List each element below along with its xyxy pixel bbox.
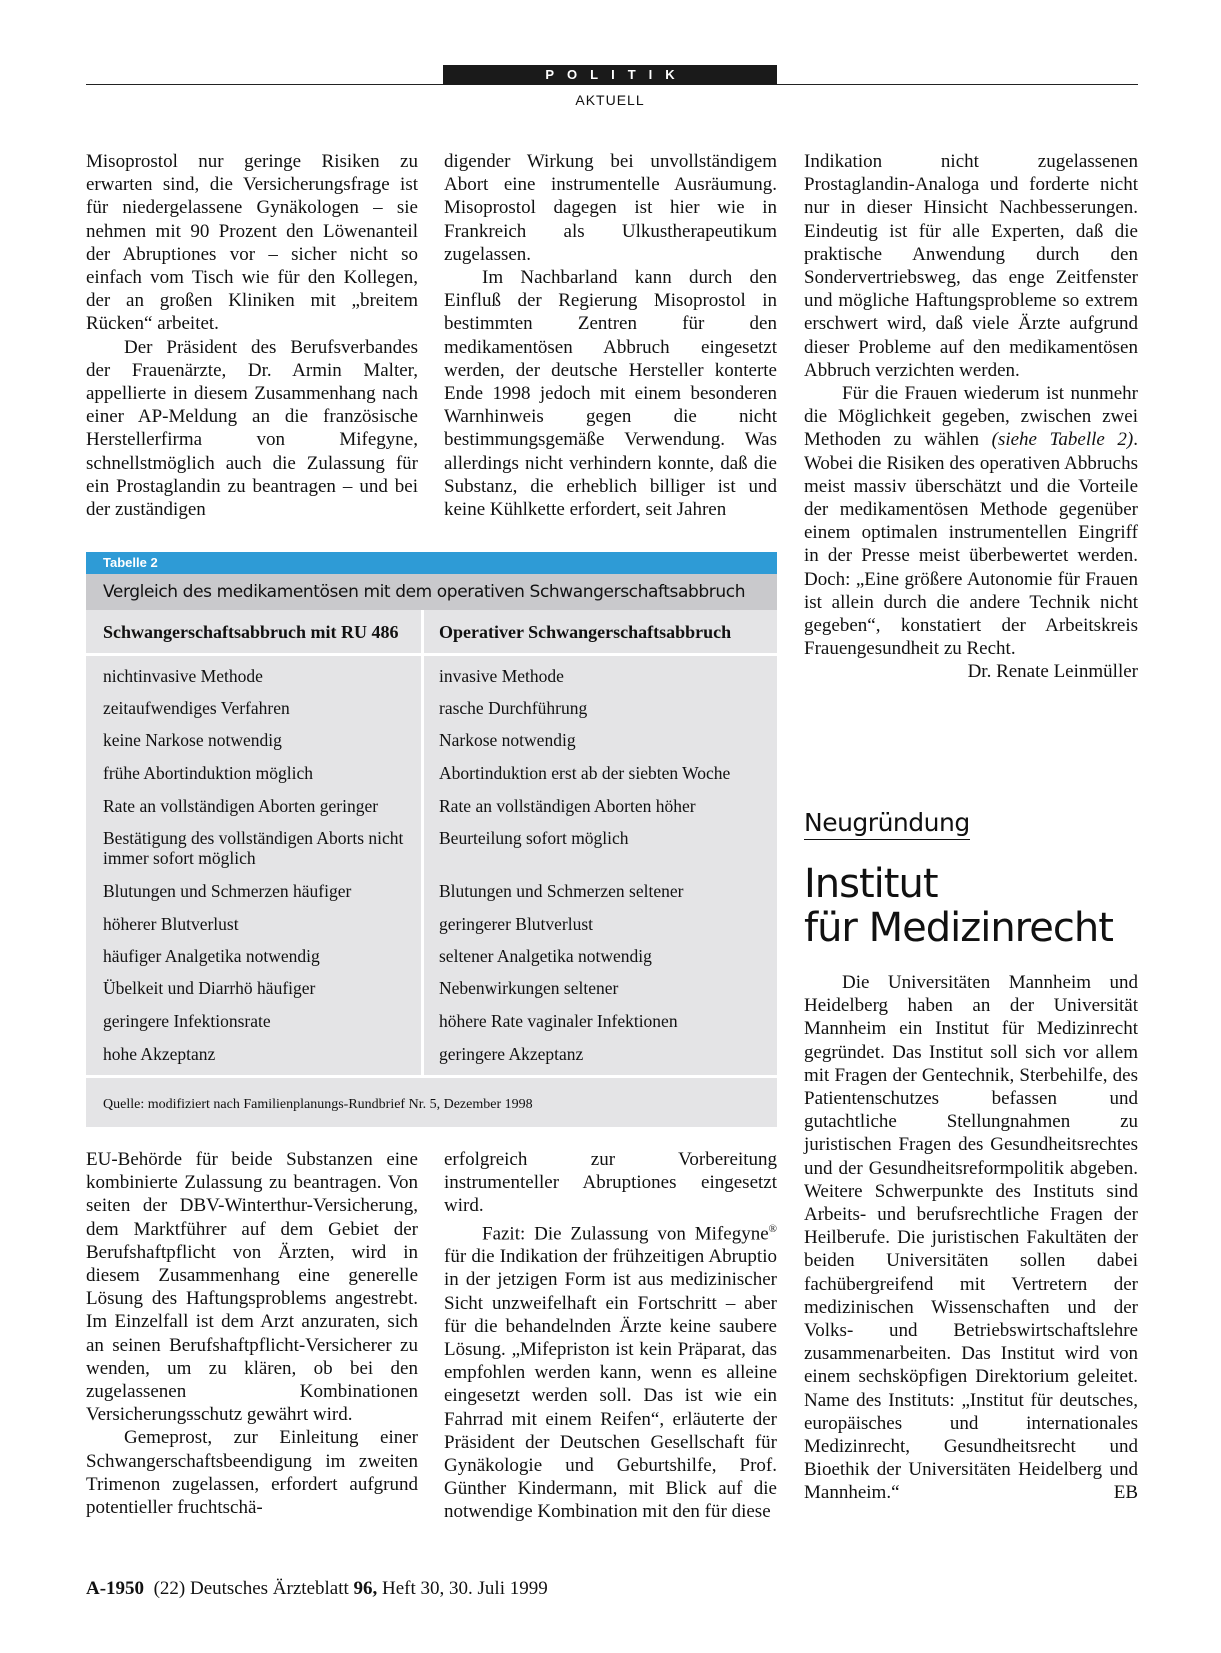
headline-line: für Medizinrecht [804, 905, 1113, 951]
table-cell: Narkose notwendig [439, 730, 576, 750]
text-run: . Wobei die Risiken des operativen Abbruchs meist massiv überschätzt und die Vorteile der medikamentösen Methode gegenüber einem optimalen instrumentellen Eingriff in der Presse meist überbewertet werden. Doch: „Eine größere Autonomie für Frauen ist allein durch die andere Technik nicht gegeben“, konstatiert der Arbeitskreis Frauengesundheit zu Recht. [804, 429, 1138, 660]
table-cell: Abortinduktion erst ab der siebten Woche [439, 763, 731, 783]
table-cell: rasche Durchführung [439, 698, 588, 718]
registered-mark: ® [768, 1222, 777, 1235]
column-2-bottom [444, 1148, 777, 1524]
paragraph: digender Wirkung bei unvollständigem Abort eine instrumentelle Ausräumung. Misoprostol dagegen ist hier wie in Frankreich als Ulkustherapeutikum zugelassen. [444, 151, 777, 265]
paragraph: EU-Behörde für beide Substanzen eine kombinierte Zulassung zu beantragen. Von seiten der DBV-Winterthur-Versicherung, dem Marktführer auf dem Gebiet der Berufshaftpflicht von Ärzten, wird in diesem Zusammenhang eine generelle Lösung des Haftungsproblems angestrebt. Im Einzelfall ist dem Arzt anzuraten, sich an seinen Berufshaftpflicht-Versicherer zu wenden, um zu klären, ob bei den zugelassenen Kombinationen Versicherungsschutz gewährt wird. [86, 1149, 418, 1426]
page-footer [86, 1578, 548, 1600]
paragraph [804, 382, 1138, 683]
table-cell: Beurteilung sofort möglich [439, 828, 629, 848]
headline-line: Institut [804, 861, 938, 907]
column-3-top [804, 150, 1138, 684]
paragraph: Im Nachbarland kann durch den Einfluß der Regierung Misoprostol in bestimmten Zentren für den medikamentösen Abbruch eingesetzt werden, der deutsche Hersteller konterte Ende 1998 jedoch mit einem besonderen Warnhinweis gegen die nicht bestimmungsgemäße Verwendung. Was allerdings nicht verhindern konnte, daß die Substanz, die erheblich billiger ist und keine Kühlkette erfordert, seit Jahren [444, 267, 777, 521]
table-reference: (siehe Tabelle 2) [991, 429, 1134, 451]
table-label: Tabelle 2 [86, 552, 777, 574]
table-cell: keine Narkose notwendig [103, 730, 282, 750]
table-cell: Bestätigung des vollständigen Aborts nicht immer sofort möglich [103, 828, 404, 868]
paragraph: Der Präsident des Berufsverbandes der Frauenärzte, Dr. Armin Malter, appellierte in diesem Zusammenhang nach einer AP-Meldung an die französische Herstellerfirma von Mifegyne, schnellstmöglich auch die Zulassung für ein Prostaglandin zu beantragen – und bei der zuständigen [86, 336, 418, 521]
table-cell: geringere Infektionsrate [103, 1011, 271, 1031]
column-3-bottom [804, 971, 1138, 1505]
text-run: Die Universitäten Mannheim und Heidelberg haben an der Universität Mannheim ein Institut für Medizinrecht gegründet. Das Institut soll sich vor allem mit Fragen der Gentechnik, Sterbehilfe, des Patientenschutzes befassen und gutachtliche Stellungnahmen zu juristischen Fragen des Gesundheitsrechtes und der Gesundheitsreformpolitik abgeben. Weitere Schwerpunkte des Instituts sind Arbeits- und berufsrechtliche Fragen der Heilberufe. Die juristischen Fakultäten der beiden Universitäten sollen dabei fachübergreifend mit Vertretern der medizinischen Wissenschaften und der Volks- und Betriebswirtschaftslehre zusammenarbeiten. Das Institut wird von einem sechsköpfigen Direktorium geleitet. Name des Instituts: „Institut für deutsches, europäisches und internationales Medizinrecht, Gesundheitsrecht und Bioethik der Universitäten Heidelberg und Mannheim.“ [804, 972, 1138, 1504]
author-signature: Dr. Renate Leinmüller [967, 661, 1138, 683]
article-headline [804, 862, 1144, 950]
section-title: POLITIK [443, 65, 777, 85]
table-title: Vergleich des medikamentösen mit dem operativen Schwangerschaftsabbruch [86, 574, 777, 610]
text-run: für die Indikation der frühzeitigen Abruptio in der jetzigen Form ist aus medizinischer Sicht unzweifelhaft ein Fortschritt – aber für die behandelnden Ärzte keine saubere Lösung. „Mifepriston ist kein Präparat, das empfohlen werden kann, wenn es alleine eingesetzt werden soll. Das ist wie ein Fahrrad mit einem Reifen“, erläuterte der Präsident der Deutschen Gesellschaft für Gynäkologie und Geburtshilfe, Prof. Günther Kindermann, mit Blick auf die notwendige Kombination mit den für diese [444, 1246, 777, 1523]
paragraph: Gemeprost, zur Einleitung einer Schwangerschaftsbeendigung im zweiten Trimenon zugelassen, erfordert aufgrund potentieller fruchtschä- [86, 1427, 418, 1519]
table-cell: Rate an vollständigen Aborten geringer [103, 796, 379, 816]
column-header-operative: Operativer Schwangerschaftsabbruch [439, 622, 732, 642]
table-cell: seltener Analgetika notwendig [439, 946, 652, 966]
author-signature: EB [1113, 1482, 1138, 1504]
table-cell: höhere Rate vaginaler Infektionen [439, 1011, 678, 1031]
journal-name: (22) Deutsches Ärzteblatt [153, 1578, 354, 1599]
column-header-ru486: Schwangerschaftsabbruch mit RU 486 [103, 622, 399, 642]
table-cell: häufiger Analgetika notwendig [103, 946, 320, 966]
paragraph: Indikation nicht zugelassenen Prostaglandin-Analoga und forderte nicht nur in dieser Hinsicht Nachbesserungen. Eindeutig ist für alle Experten, daß die praktische Anwendung durch den Sondervertriebsweg, das enge Zeitfenster und mögliche Haftungsprobleme so extrem erschwert wird, daß viele Ärzte aufgrund dieser Probleme auf den medikamentösen Abbruch verzichten werden. [804, 151, 1138, 381]
table-cell: Nebenwirkungen seltener [439, 978, 619, 998]
table-cell: geringerer Blutverlust [439, 914, 594, 934]
table-divider [86, 653, 777, 656]
paragraph: erfolgreich zur Vorbereitung instrumenteller Abruptiones eingesetzt wird. [444, 1149, 777, 1217]
table-cell: Blutungen und Schmerzen seltener [439, 881, 684, 901]
comparison-table [86, 552, 777, 1127]
table-cell: zeitaufwendiges Verfahren [103, 698, 290, 718]
text-run: Für die Frauen wiederum ist nunmehr die Möglichkeit gegeben, zwischen zwei Methoden zu wählen [804, 383, 1138, 451]
table-cell: nichtinvasive Methode [103, 666, 263, 686]
table-cell: Blutungen und Schmerzen häufiger [103, 881, 352, 901]
table-cell: hohe Akzeptanz [103, 1044, 216, 1064]
paragraph [804, 971, 1138, 1505]
table-cell: invasive Methode [439, 666, 564, 686]
table-cell: höherer Blutverlust [103, 914, 239, 934]
article-kicker: Neugründung [804, 808, 970, 840]
table-cell: geringere Akzeptanz [439, 1044, 584, 1064]
paragraph [444, 1218, 777, 1524]
page-number: A-1950 [86, 1578, 145, 1599]
paragraph: Misoprostol nur geringe Risiken zu erwarten sind, die Versicherungsfrage ist für niedergelassene Gynäkologen – sie nehmen mit 90 Prozent den Löwenanteil der Abruptiones vor – sicher nicht so einfach vom Tisch wie für den Kollegen, der an großen Kliniken mit „breitem Rücken“ arbeitet. [86, 151, 418, 335]
table-source: Quelle: modifiziert nach Familienplanungs-Rundbrief Nr. 5, Dezember 1998 [103, 1097, 533, 1112]
table-cell: frühe Abortinduktion möglich [103, 763, 313, 783]
issue-date: Heft 30, 30. Juli 1999 [377, 1578, 548, 1599]
table-divider [421, 610, 424, 1077]
column-2-top [444, 150, 777, 521]
column-1-top [86, 150, 418, 521]
table-cell: Rate an vollständigen Aborten höher [439, 796, 696, 816]
subsection-title: AKTUELL [575, 92, 645, 108]
volume-number: 96, [353, 1578, 378, 1599]
column-1-bottom [86, 1148, 418, 1519]
text-run: Fazit: Die Zulassung von Mifegyne [482, 1222, 769, 1244]
table-cell: Übelkeit und Diarrhö häufiger [103, 978, 316, 998]
table-divider [86, 1075, 777, 1078]
